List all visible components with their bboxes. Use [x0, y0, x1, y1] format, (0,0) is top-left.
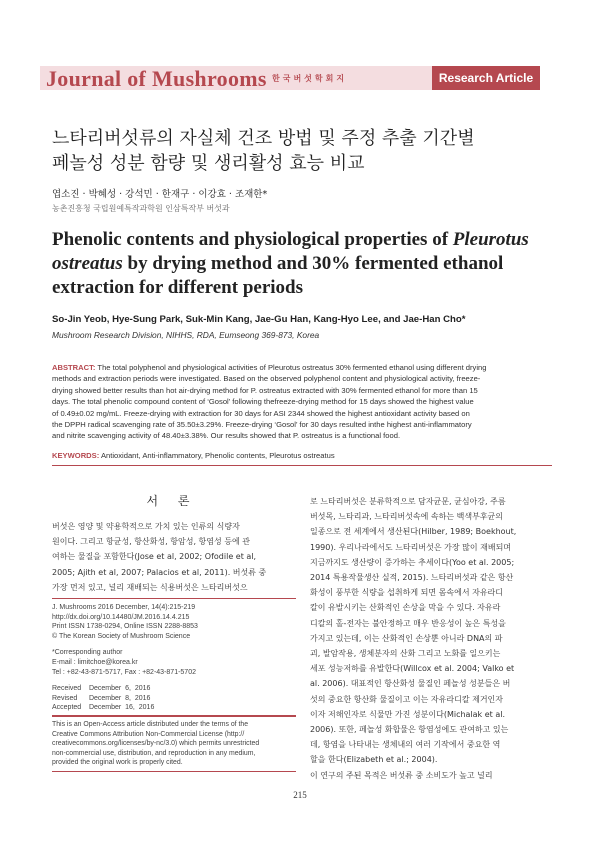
journal-korean-name: 한국버섯학회지: [272, 74, 348, 83]
body-line: 할을 한다(Elizabeth et al.; 2004).: [310, 755, 438, 765]
body-line: 원이다. 그리고 항균성, 항산화성, 항암성, 항염성 등에 관: [52, 537, 250, 547]
license-line: Creative Commons Attribution Non-Commercial License (http://: [52, 730, 245, 738]
english-affiliation: Mushroom Research Division, NIHHS, RDA, Eumseong 369-873, Korea: [52, 330, 320, 340]
body-line: 데, 항염을 나타내는 생체내의 여러 기작에서 중요한 역: [310, 740, 501, 750]
doi-link[interactable]: http://dx.doi.org/10.14480/JM.2016.14.4.215: [52, 613, 190, 621]
keywords: KEYWORDS: Antioxidant, Anti-inflammatory, Phenolic contents, Pleurotus ostreatus: [52, 451, 335, 460]
korean-title: [52, 126, 552, 176]
abstract-line: drying showed better results than hot air-drying method for P. ostreatus extracted with 30% fermented ethanol for more than 15: [52, 385, 478, 395]
abstract-line: of 0.49±0.02 mg/mL. Freeze-drying with extraction for 30 days for ASI 2344 showed the highest antioxidant activity based on: [52, 408, 470, 418]
license-line: provided the original work is properly cited.: [52, 759, 183, 767]
journal-name: Journal of Mushrooms: [46, 66, 267, 91]
contact-line: Tel : +82-43-871-5717, Fax : +82-43-871-5702: [52, 668, 196, 676]
abstract-line: ABSTRACT: The total polyphenol and physiological activities of Pleurotus ostreatus 30% fermented ethanol using different drying: [52, 363, 487, 372]
body-line: 괴, 발암작용, 생체분자의 산화 그리고 노화를 일으키는: [310, 649, 501, 659]
korean-affiliation: 농촌진흥청 국립원예특작과학원 인삼특작부 버섯과: [52, 204, 230, 213]
keywords-label: KEYWORDS:: [52, 451, 100, 460]
abstract-line: methods and extraction periods were investigated. Based on the observed polyphenol content and physiological activity, freeze-: [52, 374, 481, 384]
english-title: [52, 228, 552, 300]
abstract-line: and nitrite scavenging activity of 48.40±3.38%. Our results showed that P. ostreatus is a functional food.: [52, 431, 401, 441]
body-line: 여하는 물질을 포함한다(Jose et al, 2002; Ofodile et al,: [52, 552, 257, 562]
body-line: 2006). 또한, 페놀성 화합물은 항염성에도 관여하고 있는: [310, 725, 509, 735]
body-line: 칼이 유발시키는 산화적인 손상을 막을 수 있다. 자유라: [310, 603, 501, 613]
body-line: 세포 성능저하를 유발한다(Willcox et al. 2004; Valko et: [310, 664, 515, 674]
english-title-line: Phenolic contents and physiological properties of Pleurotus: [52, 229, 529, 250]
license-link[interactable]: creativecommons.org/licenses/by-nc/3.0) which permits unrestricted: [52, 740, 260, 748]
body-line: 1990). 우리나라에서도 느타리버섯은 가장 많이 재배되며: [310, 542, 512, 552]
abstract: [52, 362, 552, 442]
copyright-line: © The Korean Society of Mushroom Science: [52, 632, 191, 640]
keywords-divider: [52, 465, 552, 466]
english-title-line: ostreatus by drying method and 30% fermented ethanol: [52, 253, 504, 274]
body-line: 화성이 풍부한 식량을 섭취하게 되면 몸속에서 자유라디: [310, 588, 503, 598]
body-line: 2014 특용작물생산 실적, 2015). 느타리버섯과 같은 항산: [310, 573, 514, 583]
citation-line: J. Mushrooms 2016 December, 14(4):215-219: [52, 604, 196, 611]
body-line: 버섯은 영양 및 약용학적으로 가치 있는 인류의 식량자: [52, 522, 240, 531]
body-line: 이 연구의 주된 목적은 버섯류 중 소비도가 높고 널리: [310, 770, 493, 780]
right-column-text: [310, 494, 554, 783]
english-title-line: extraction for different periods: [52, 277, 303, 298]
body-line: 버섯목, 느타리과, 느타리버섯속에 속하는 백색부후균의: [310, 512, 503, 522]
article-type-badge: Research Article: [432, 66, 540, 90]
korean-title-line: 느타리버섯류의 자실체 건조 방법 및 주정 추출 기간별: [52, 128, 475, 149]
body-line: 일종으로 전 세계에서 생산된다(Hilber, 1989; Boekhout,: [310, 527, 517, 537]
open-access-notice: [52, 715, 296, 772]
body-line: 가장 먼저 있고, 널리 재배되는 식용버섯은 느타리버섯으: [52, 582, 248, 592]
body-line: 가지고 있는데, 이는 산화적인 손상뿐 아니라 DNA의 파: [310, 633, 503, 643]
revised-date: Revised December 8, 2016: [52, 694, 151, 702]
abstract-label: ABSTRACT:: [52, 363, 96, 372]
abstract-line: the DPPH radical scavenging rate of 35.50±3.29%. Freeze-drying ‘Gosol’ for 30 days resulted inthe highest anti-inflammatory: [52, 420, 472, 430]
email-link[interactable]: E-mail : limitchoe@korea.kr: [52, 658, 138, 666]
body-line: 디칼의 홀-전자는 불안정하고 매우 반응성이 높은 특성을: [310, 618, 506, 628]
body-line: 2005; Ajith et al, 2007; Palacios et al, 2011). 버섯류 중: [52, 567, 267, 577]
body-line: 로 느타리버섯은 분류학적으로 담자균문, 균심아강, 주름: [310, 497, 506, 506]
body-line: 지금까지도 생산량이 증가하는 추세이다(Yoo et al. 2005;: [310, 557, 515, 567]
left-column-text: [52, 519, 296, 595]
section-heading: 서 론: [146, 494, 198, 508]
issn-line: Print ISSN 1738-0294, Online ISSN 2288-8853: [52, 623, 198, 631]
korean-authors: 엽소진 · 박혜성 · 강석민 · 한재구 · 이강효 · 조재한*: [52, 189, 268, 200]
body-line: al. 2006). 대표적인 항산화성 물질인 페놀성 성분들은 버: [310, 679, 511, 689]
corresponding-label: *Corresponding author: [52, 649, 123, 657]
korean-title-line: 페놀성 성분 함량 및 생리활성 효능 비교: [52, 153, 365, 174]
body-line: 이자 저해인자로 식물만 가진 성분이다(Michalak et al.: [310, 709, 506, 719]
license-line: non-commercial use, distribution, and reproduction in any medium,: [52, 749, 256, 757]
article-info-box: [52, 598, 296, 717]
abstract-line: days. The total phenolic compound content of ‘Gosol’ following thefreeze-drying method for 15 days showed the highest value: [52, 397, 474, 407]
license-line: This is an Open-Access article distributed under the terms of the: [52, 721, 249, 728]
received-date: Received December 6, 2016: [52, 685, 151, 693]
english-authors: So-Jin Yeob, Hye-Sung Park, Suk-Min Kang, Jae-Gu Han, Kang-Hyo Lee, and Jae-Han Cho*: [52, 314, 466, 325]
body-line: 섯의 중요한 항산화 물질이고 이는 자유라디칼 제거인자: [310, 694, 503, 704]
page-number: 215: [293, 790, 307, 800]
accepted-date: Accepted December 16, 2016: [52, 704, 155, 712]
